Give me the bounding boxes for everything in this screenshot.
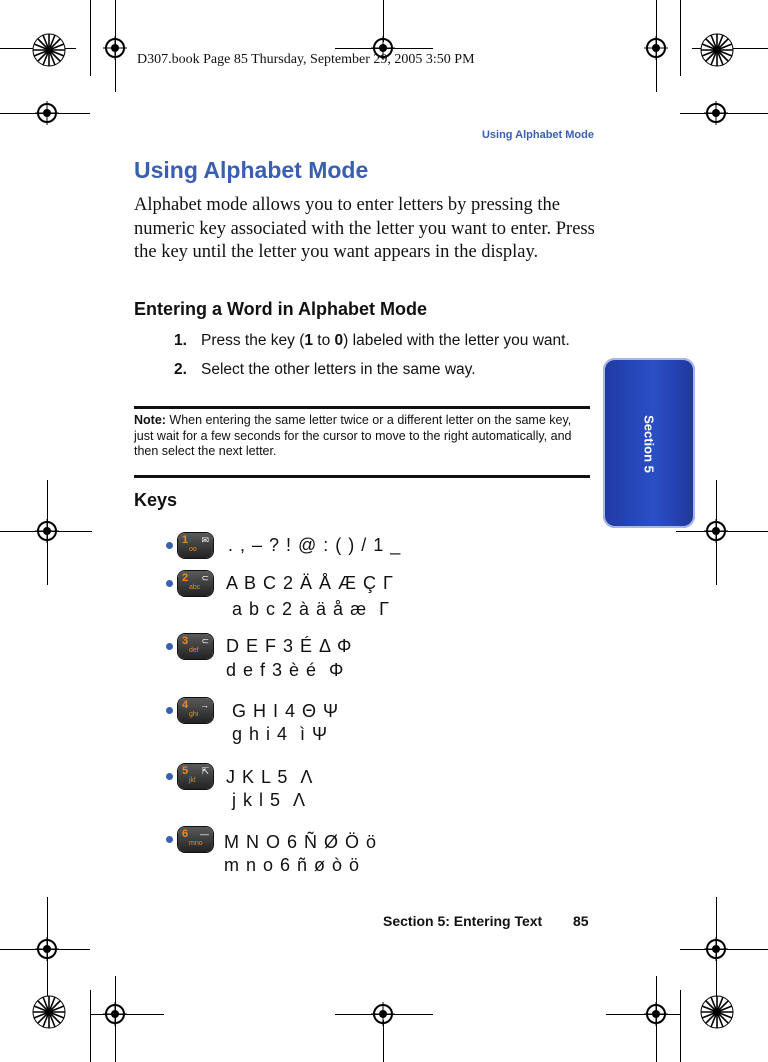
- sunburst-mark-icon: [32, 995, 66, 1029]
- key-letters: mno: [189, 840, 203, 847]
- key-chars-line1: M N O 6 Ñ Ø Ö ö: [224, 832, 378, 852]
- crop-line: [383, 1020, 384, 1062]
- registration-target-icon: [371, 1002, 395, 1026]
- key-number: 6: [182, 828, 189, 840]
- registration-target-icon: [103, 36, 127, 60]
- sunburst-mark-icon: [700, 33, 734, 67]
- crop-line: [90, 990, 91, 1062]
- bullet: [166, 643, 173, 650]
- step-key: 0: [334, 332, 344, 349]
- key-number: 1: [182, 534, 189, 546]
- note-top-rule: [134, 406, 590, 409]
- key-letters: oo: [189, 546, 197, 553]
- registration-target-icon: [644, 1002, 668, 1026]
- bullet: [166, 580, 173, 587]
- step-text: Press the key (: [201, 332, 305, 349]
- key-glyph: ⇱: [201, 766, 209, 776]
- step-text: to: [313, 332, 335, 349]
- registration-target-icon: [35, 937, 59, 961]
- bullet: [166, 773, 173, 780]
- registration-target-icon: [704, 519, 728, 543]
- registration-target-icon: [35, 519, 59, 543]
- keypad-key-4-icon: [178, 698, 213, 723]
- key-letters: ghi: [189, 711, 199, 718]
- keys-heading: Keys: [134, 490, 178, 510]
- key-chars-line1: G H I 4 Θ Ψ: [226, 701, 340, 721]
- key-number: 3: [182, 635, 189, 647]
- key-number: 4: [182, 699, 189, 711]
- key-number: 5: [182, 765, 189, 777]
- note-text: When entering the same letter twice or a different letter on the same key, just wait for a few seconds for the cursor to move to the right automatically, and then select the next letter.: [134, 413, 572, 458]
- book-info: D307.book Page 85 Thursday, September 29, 2005 3:50 PM: [137, 52, 475, 67]
- keypad-key-2-icon: [178, 571, 213, 596]
- key-chars-line2: d e f 3 è é Φ: [226, 660, 345, 680]
- step-item: [174, 332, 570, 350]
- key-glyph: ⊂: [201, 636, 209, 646]
- key-chars-line1: D E F 3 É Δ Φ: [226, 636, 353, 656]
- step-number: 2.: [174, 361, 187, 378]
- intro-paragraph: Alphabet mode allows you to enter letters by pressing the numeric key associated with the letter you want to enter. Press the key until the letter you want appears in the display.: [134, 195, 595, 262]
- key-letters: jkl: [189, 777, 196, 784]
- page-number: 85: [573, 913, 589, 929]
- note-bottom-rule: [134, 475, 590, 478]
- registration-target-icon: [644, 36, 668, 60]
- key-glyph: →: [200, 700, 209, 710]
- crop-line: [680, 0, 681, 76]
- subheading: Entering a Word in Alphabet Mode: [134, 299, 428, 319]
- sunburst-mark-icon: [700, 995, 734, 1029]
- registration-target-icon: [103, 1002, 127, 1026]
- registration-target-icon: [704, 937, 728, 961]
- key-chars-line2: j k l 5 Λ: [226, 790, 307, 810]
- key-number: 2: [182, 572, 189, 584]
- crop-line: [606, 1014, 680, 1015]
- bullet: [166, 542, 173, 549]
- section-tab-label: Section 5: [641, 415, 657, 473]
- sunburst-mark-icon: [32, 33, 66, 67]
- step-text: Select the other letters in the same way.: [201, 361, 476, 378]
- key-chars-line1: J K L 5 Λ: [226, 767, 314, 787]
- key-glyph: ✉: [201, 535, 209, 545]
- step-key: 1: [304, 332, 313, 349]
- page-title: Using Alphabet Mode: [134, 157, 369, 183]
- registration-target-icon: [35, 101, 59, 125]
- crop-line: [90, 0, 91, 76]
- keypad-key-1-icon: [178, 533, 213, 558]
- key-letters: def: [189, 647, 199, 654]
- key-chars-line2: m n o 6 ñ ø ò ö: [224, 855, 361, 875]
- step-number: 1.: [174, 332, 187, 349]
- bullet: [166, 836, 173, 843]
- bullet: [166, 707, 173, 714]
- key-glyph: ⊂: [201, 573, 209, 583]
- step-item: [174, 361, 476, 379]
- key-chars-line1: . , – ? ! @ : ( ) / 1 _: [228, 535, 402, 555]
- key-chars-line2: a b c 2 à ä å æ Γ: [226, 599, 390, 619]
- footer-section: Section 5: Entering Text: [383, 913, 543, 929]
- note-box: [134, 413, 594, 460]
- crop-line: [90, 1014, 164, 1015]
- step-text: ) labeled with the letter you want.: [343, 332, 570, 349]
- key-chars-line2: g h i 4 ì Ψ: [226, 724, 329, 744]
- section-tab: [603, 358, 695, 528]
- note-label: Note:: [134, 413, 166, 427]
- key-chars-line1: A B C 2 Ä Å Æ Ç Γ: [226, 573, 394, 593]
- key-glyph: —: [200, 829, 209, 839]
- registration-target-icon: [704, 101, 728, 125]
- keypad-key-5-icon: [178, 764, 213, 789]
- keypad-key-6-icon: [178, 827, 213, 852]
- crop-line: [680, 990, 681, 1062]
- keypad-key-3-icon: [178, 634, 213, 659]
- key-letters: abc: [189, 584, 201, 591]
- running-head: Using Alphabet Mode: [481, 129, 594, 141]
